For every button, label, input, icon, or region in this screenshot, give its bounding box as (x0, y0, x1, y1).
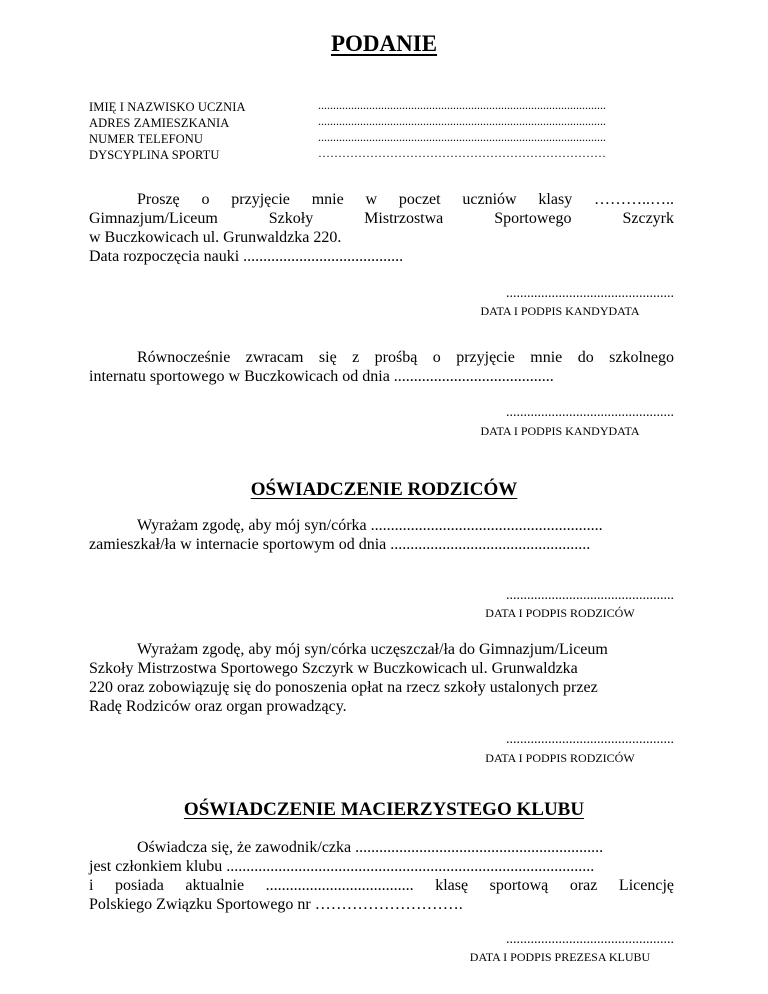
field-dots-address[interactable]: ................................................................................................ (318, 114, 606, 128)
parents-school-line: 220 oraz zobowiązuję się do ponoszenia opłat na rzecz szkoły ustalonych przez (89, 679, 598, 696)
signature-line-candidate[interactable]: ................................................ (506, 286, 674, 301)
field-label-phone: NUMER TELEFONU (89, 132, 204, 146)
parents-line: Wyrażam zgodę, aby mój syn/córka .......................................................... (137, 517, 603, 534)
application-line: Gimnazjum/Liceum Szkoły Mistrzostwa Sportowego Szczyrk (89, 210, 674, 227)
field-label-address: ADRES ZAMIESZKANIA (89, 116, 230, 130)
parents-school-line: Szkoły Mistrzostwa Sportowego Szczyrk w Buczkowicach ul. Grunwaldzka (89, 660, 578, 677)
field-dots-phone[interactable]: ................................................................................................ (318, 130, 606, 144)
application-paragraph (89, 190, 674, 266)
parents-line: zamieszkał/ła w internacie sportowym od dnia .................................................. (89, 536, 591, 553)
club-line: Polskiego Związku Sportowego nr ………………………. (89, 896, 463, 913)
signature-line-parents[interactable]: ................................................ (506, 588, 674, 603)
club-line: jest członkiem klubu ............................................................................................ (89, 858, 595, 875)
signature-label-parents-school: DATA I PODPIS RODZICÓW (485, 751, 635, 765)
parents-consent-internat (89, 516, 674, 554)
internat-line: Równocześnie zwracam się z prośbą o przyjęcie mnie do szkolnego (137, 349, 674, 366)
signature-label-candidate-internat: DATA I PODPIS KANDYDATA (480, 424, 640, 438)
internat-line: internatu sportowego w Buczkowicach od dnia ........................................ (89, 368, 554, 385)
signature-label-candidate: DATA I PODPIS KANDYDATA (480, 304, 640, 318)
parents-consent-school (89, 640, 674, 716)
signature-line-parents-school[interactable]: ................................................ (506, 732, 674, 747)
application-line: Proszę o przyjęcie mnie w poczet uczniów klasy ………..….. (137, 191, 674, 208)
club-line: Oświadcza się, że zawodnik/czka .............................................................. (137, 839, 604, 856)
signature-label-club: DATA I PODPIS PREZESA KLUBU (469, 950, 651, 964)
internat-paragraph (89, 348, 674, 386)
field-label-name: IMIĘ I NAZWISKO UCZNIA (89, 100, 246, 114)
heading-club: OŚWIADCZENIE MACIERZYSTEGO KLUBU (183, 799, 585, 820)
signature-line-club[interactable]: ................................................ (506, 932, 674, 947)
heading-parents: OŚWIADCZENIE RODZICÓW (250, 479, 518, 500)
parents-school-line: Wyrażam zgodę, aby mój syn/córka uczęszczał/ła do Gimnazjum/Liceum (137, 641, 608, 658)
parents-school-line: Radę Rodziców oraz organ prowadzący. (89, 698, 347, 715)
application-line: w Buczkowicach ul. Grunwaldzka 220. (89, 229, 342, 246)
page-title: PODANIE (330, 31, 438, 56)
application-line: Data rozpoczęcia nauki ........................................ (89, 248, 404, 265)
club-line: i posiada aktualnie ..................................... klasę sportową oraz Licencję (89, 877, 674, 894)
signature-line-candidate-internat[interactable]: ................................................ (506, 405, 674, 420)
signature-label-parents: DATA I PODPIS RODZICÓW (485, 606, 635, 620)
club-paragraph (89, 838, 674, 914)
field-dots-sport[interactable]: ……………………………………………………………… (318, 146, 606, 160)
field-dots-name[interactable]: ................................................................................................ (318, 98, 606, 112)
field-label-sport: DYSCYPLINA SPORTU (89, 148, 220, 162)
